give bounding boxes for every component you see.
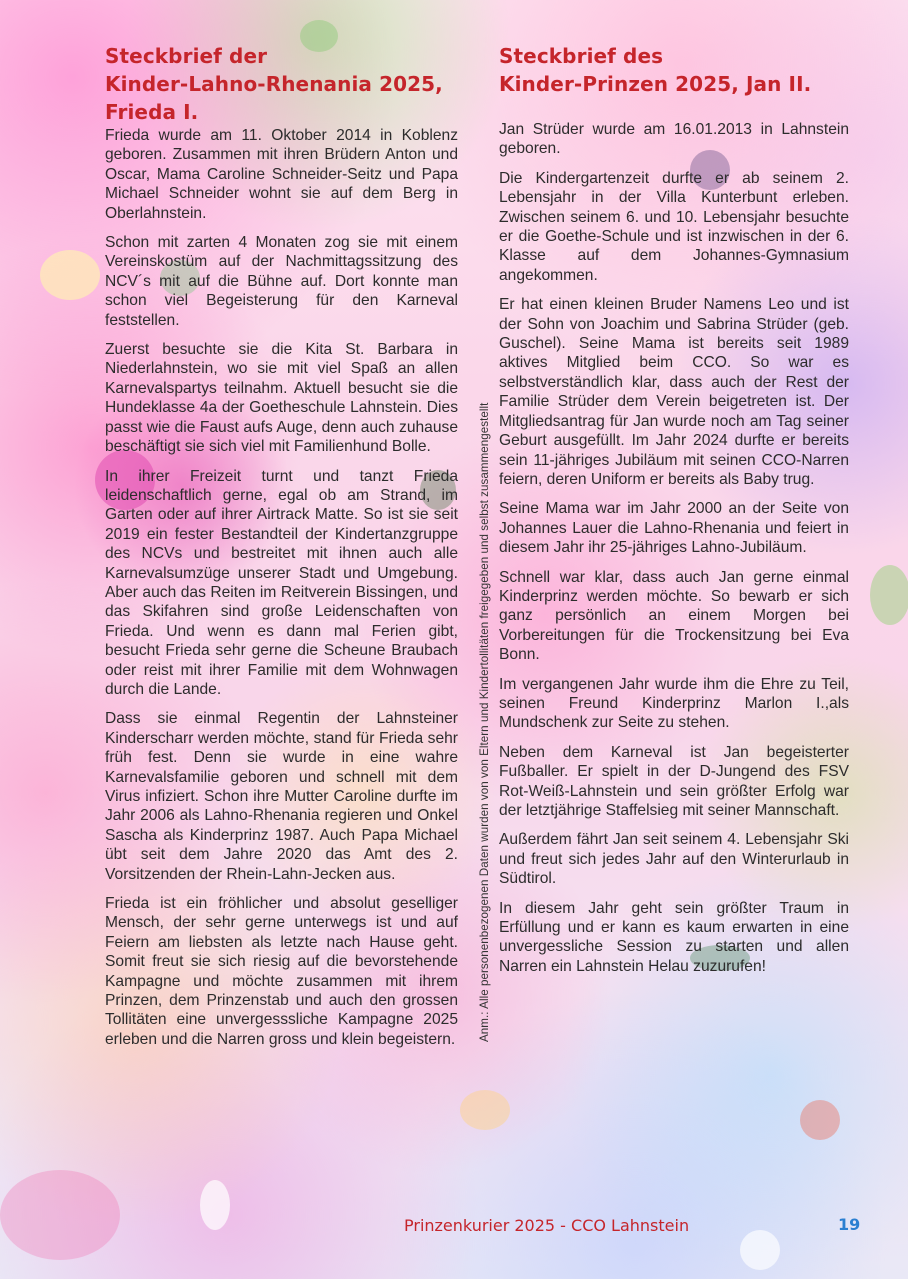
paragraph: Seine Mama war im Jahr 2000 an der Seite von Johannes Lauer die Lahno-Rhenania und feiert in diesem Jahr ihr 25-jähriges Lahno-Jubiläum.	[499, 500, 849, 557]
title-line: Kinder-Prinzen 2025, Jan II.	[499, 72, 812, 96]
paragraph: Zuerst besuchte sie die Kita St. Barbara in Niederlahnstein, wo sie mit viel Spaß an allen Karnevalspartys teilnahm. Aktuell besucht sie die Hundeklasse 4a der Goetheschule Lahnstein. Dies passt wie die Faust aufs Auge, denn auch zuhause beschäftigt sie sich viel mit Familienhund Bolle.	[105, 341, 458, 456]
paragraph: Schon mit zarten 4 Monaten zog sie mit einem Vereinskostüm auf der Nachmittagssitzung des NCV´s mit auf die Bühne auf. Dort konnte man schon viel Begeisterung für den Karneval feststellen.	[105, 234, 458, 329]
confetti-dot	[870, 565, 908, 625]
title-line: Steckbrief des	[499, 44, 664, 68]
paragraph: Frieda wurde am 11. Oktober 2014 in Koblenz geboren. Zusammen mit ihren Brüdern Anton und Oscar, Mama Caroline Schneider-Seitz und Papa Michael Schneider wohnt sie auf dem Berg in Oberlahnstein.	[105, 127, 458, 222]
confetti-dot	[200, 1180, 230, 1230]
paragraph: Die Kindergartenzeit durfte er ab seinem 2. Lebensjahr in der Villa Kunterbunt erleben. Zwischen seinem 6. und 10. Lebensjahr besuchte er die Goethe-Schule und ist inzwischen in der 6. Klasse auf dem Johannes-Gymnasium angekommen.	[499, 169, 849, 284]
confetti-dot	[460, 1090, 510, 1130]
title-line: Steckbrief der	[105, 44, 268, 68]
confetti-dot	[0, 1170, 120, 1260]
confetti-dot	[800, 1100, 840, 1140]
privacy-side-note: Anm.: Alle personenbezogenen Daten wurden von von Eltern und Kindertollitäten freigegeben und selbst zusammengestellt	[478, 402, 491, 1042]
paragraph: In diesem Jahr geht sein größter Traum in Erfüllung und er kann es kaum erwarten in eine unvergessliche Session zu starten und allen Narren ein Lahnstein Helau zuzurufen!	[499, 899, 849, 975]
confetti-dot	[740, 1230, 780, 1270]
paragraph: Er hat einen kleinen Bruder Namens Leo und ist der Sohn von Joachim und Sabrina Strüder (geb. Guschel). Seine Mama ist bereits seit 1989 aktives Mitglied beim CCO. So war es selbstverständlich klar, dass auch der Rest der Familie Strüder dem Verein beigetreten ist. Der Mitgliedsantrag für Jan wurde noch am Tag seiner Geburt ausgefüllt. Im Jahr 2024 durfte er bereits sein 11-jähriges Jubiläum mit seinen CCO-Narren feiern, deren Uniform er bereits als Baby trug.	[499, 296, 849, 488]
title-line: Kinder-Lahno-Rhenania 2025,	[105, 72, 443, 96]
paragraph: In ihrer Freizeit turnt und tanzt Frieda leidenschaftlich gerne, egal ob am Strand, im Garten oder auf ihrer Airtrack Matte. So ist sie seit 2019 ein fester Bestandteil der Kindertanzgruppe des NCVs und bestreitet mit ihnen auch alle Karnevalsumzüge unserer Stadt und Umgebung. Aber auch das Reiten im Reitverein Bissingen, und das Skifahren sind große Leidenschaften von Frieda. Und wenn es dann mal Ferien gibt, besucht Frieda sehr gerne die Scheune Braubach oder reist mit ihrer Familie mit dem Wohnwagen durch die Lande.	[105, 467, 458, 698]
paragraph: Außerdem fährt Jan seit seinem 4. Lebensjahr Ski und freut sich jedes Jahr auf den Winterurlaub in Südtirol.	[499, 831, 849, 888]
paragraph: Jan Strüder wurde am 16.01.2013 in Lahnstein geboren.	[499, 121, 849, 158]
confetti-dot	[40, 250, 100, 300]
paragraph: Schnell war klar, dass auch Jan gerne einmal Kinderprinz werden möchte. So bewarb er sich ganz persönlich an einem Morgen bei Vorbereitungen für die Trockensitzung bei Eva Bonn.	[499, 568, 849, 664]
paragraph: Neben dem Karneval ist Jan begeisterter Fußballer. Er spielt in der D-Jungend des FSV Rot-Weiß-Lahnstein und sein größter Erfolg war der letztjährige Staffelsieg mit seiner Mannschaft.	[499, 743, 849, 819]
paragraph: Im vergangenen Jahr wurde ihm die Ehre zu Teil, seinen Freund Kinderprinz Marlon I.,als Mundschenk zur Seite zu stehen.	[499, 675, 849, 732]
right-article	[499, 42, 849, 986]
left-article-title	[105, 42, 458, 126]
paragraph: Dass sie einmal Regentin der Lahnsteiner Kinderscharr werden möchte, stand für Frieda sehr früh fest. Denn sie wurde in eine wahre Karnevalsfamilie geboren und schnell mit dem Virus infiziert. Schon ihre Mutter Caroline durfte im Jahr 2006 als Lahno-Rhenania regieren und Onkel Sascha als Kinderprinz 1987. Auch Papa Michael übt seit dem Jahre 2020 das Amt des 2. Vorsitzenden der Rhein-Lahn-Jecken aus.	[105, 710, 458, 883]
page-number: 19	[838, 1215, 861, 1234]
footer-publication: Prinzenkurier 2025 - CCO Lahnstein	[404, 1216, 690, 1235]
left-article	[105, 42, 458, 1059]
title-line: Frieda I.	[105, 100, 199, 124]
paragraph: Frieda ist ein fröhlicher und absolut geselliger Mensch, der sehr gerne unterwegs ist und auf Feiern am liebsten als letzte nach Hause geht. Somit freut sie sich riesig auf die bevorstehende Kampagne und möchte zusammen mit ihrem Prinzen, dem Prinzenstab und auch den grossen Tollitäten eine unvergesssliche Kampagne 2025 erleben und die Narren gross und klein begeistern.	[105, 895, 458, 1048]
right-article-title	[499, 42, 849, 98]
